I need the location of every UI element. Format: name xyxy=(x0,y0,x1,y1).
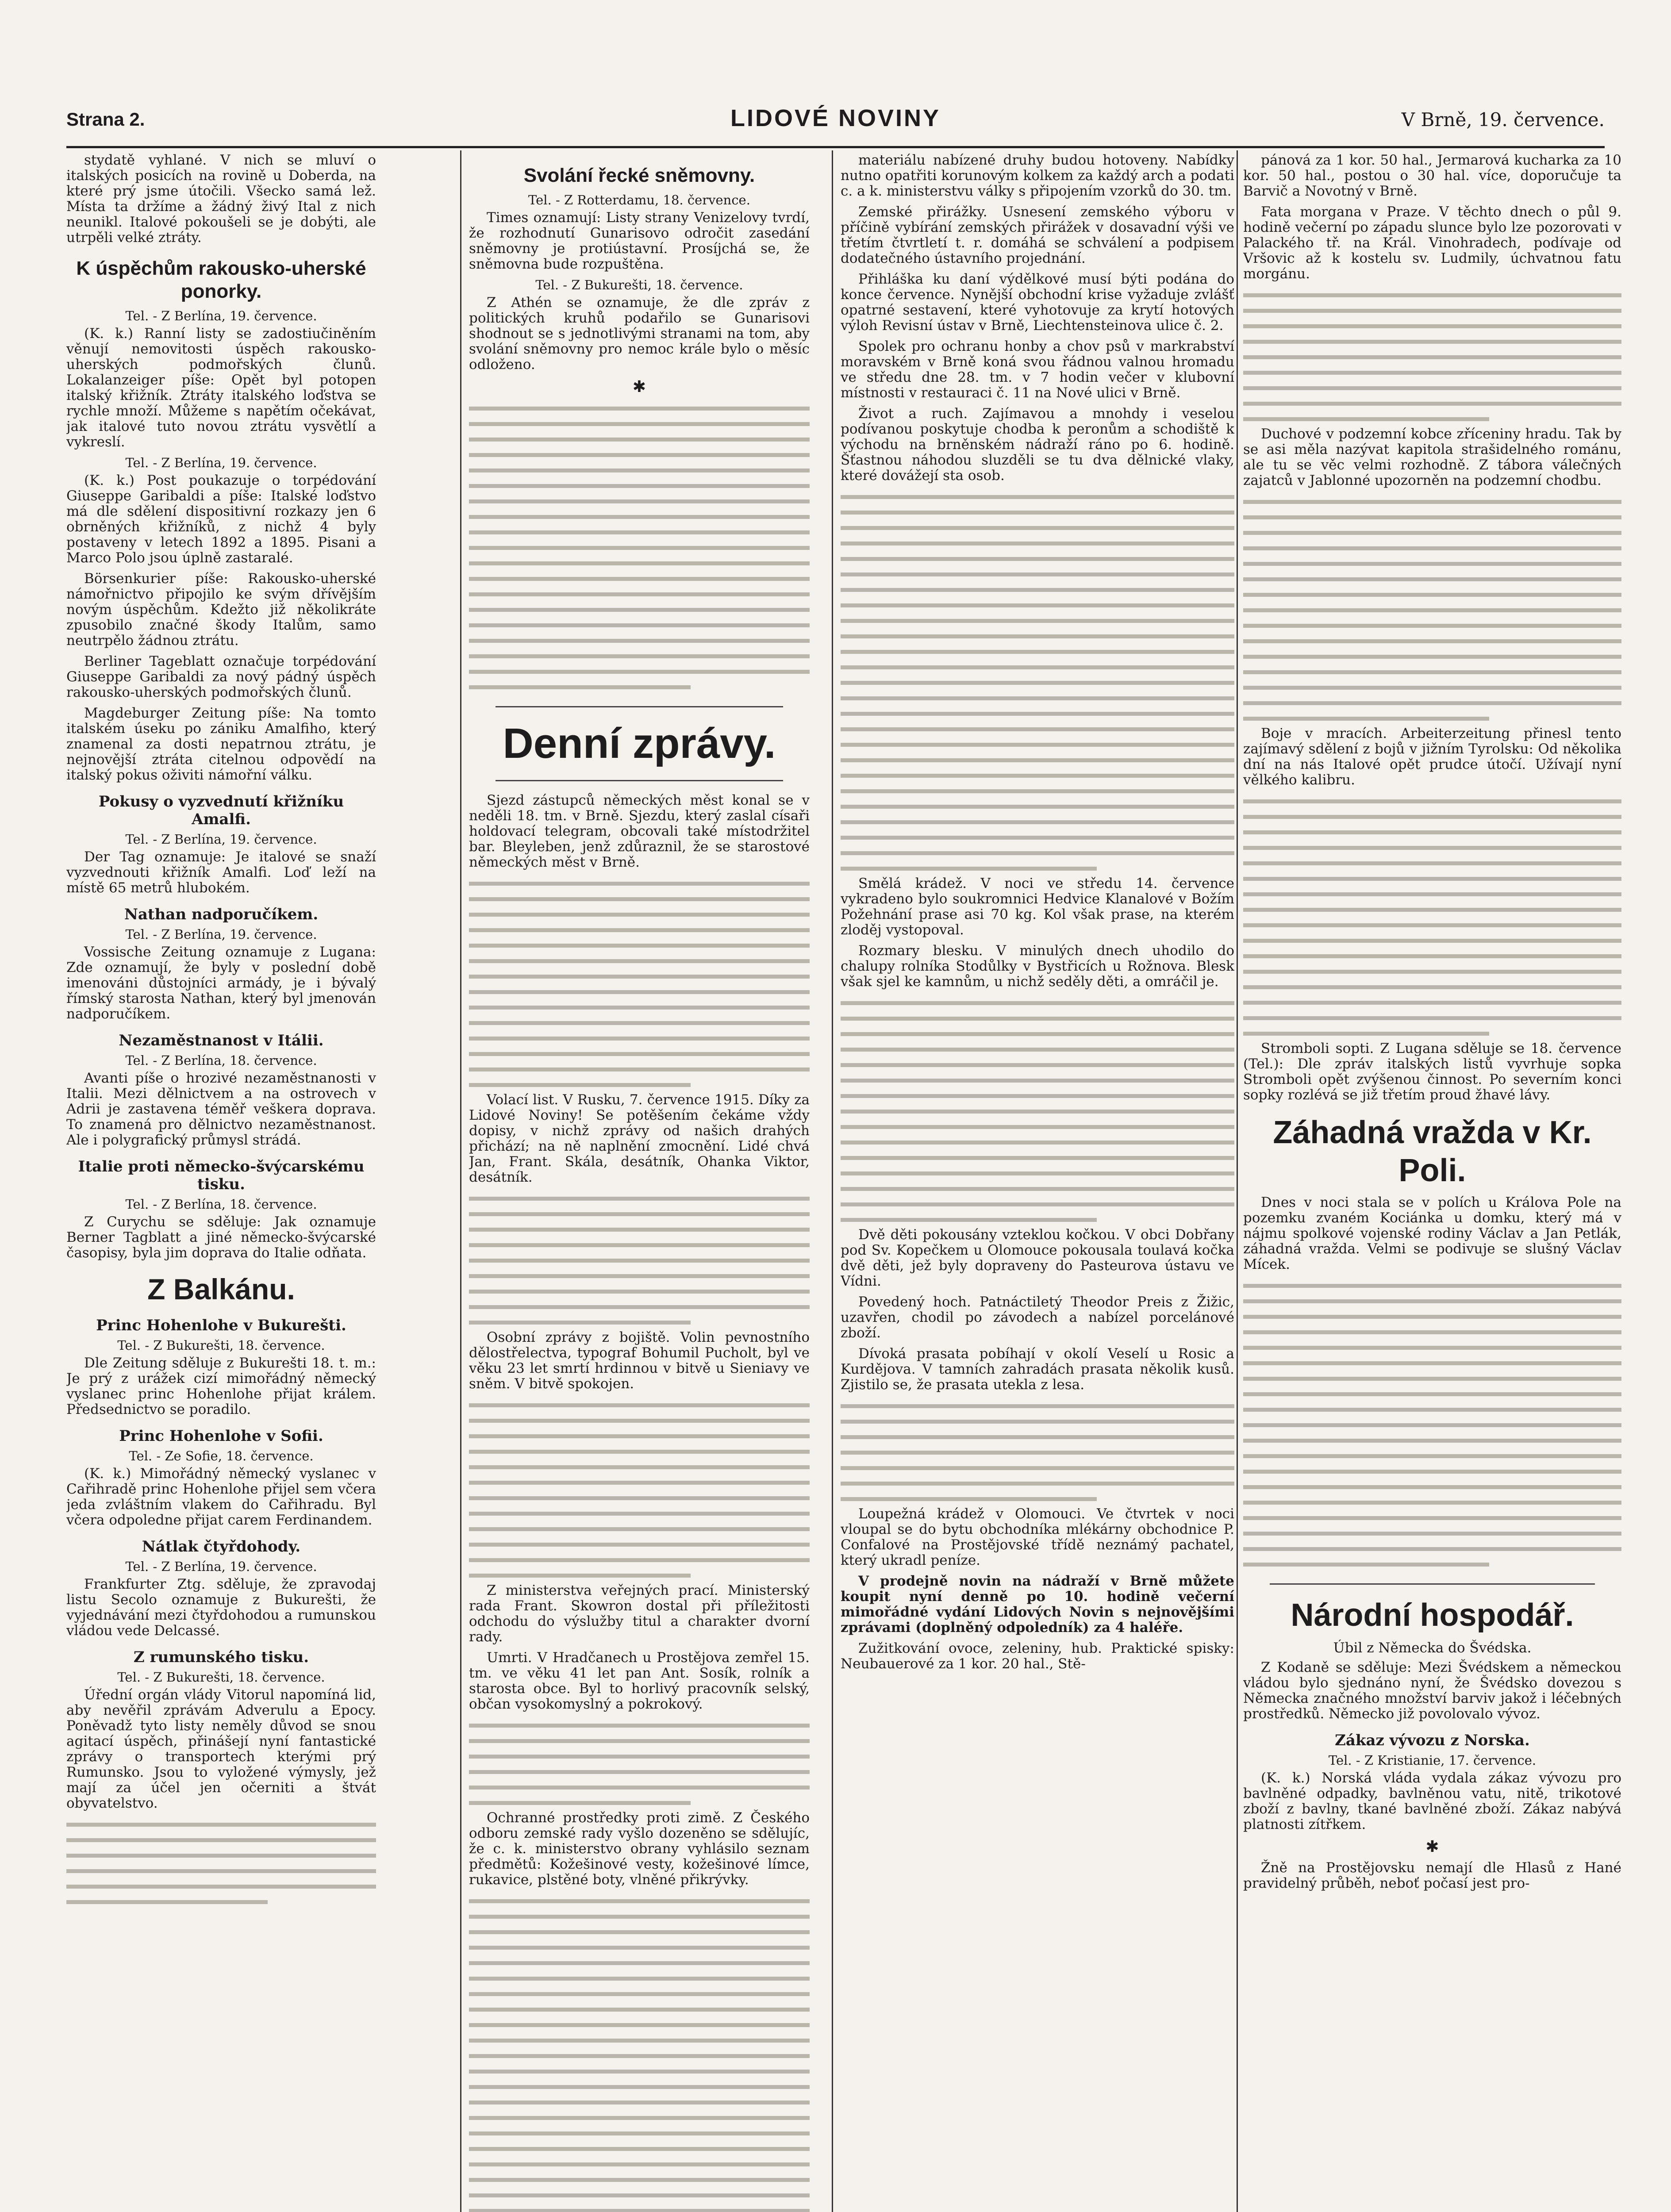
article-text: Umrti. V Hradčanech u Prostějova zemřel 15. tm. ve věku 41 let pan Ant. Sosík, rolník a starosta obce. Byl to horlivý pracovník selský, občan vysokomyslný a pokrokový. xyxy=(469,1650,810,1712)
article-heading: Princ Hohenlohe v Bukurešti. xyxy=(96,1317,346,1334)
text-filler xyxy=(1243,1278,1621,1572)
article-text: Zužitkování ovoce, zeleniny, hub. Praktické spisky: Neubauerové za 1 kor. 20 hal., Stě- xyxy=(841,1640,1234,1672)
article-text: Der Tag oznamuje: Je italové se snaží vyzvednouti křižník Amalfi. Loď leží na místě 65 metrů hlubokém. xyxy=(66,849,376,896)
article-text: Stromboli sopti. Z Lugana sděluje se 18. července (Tel.): Dle zpráv italských listů vyvrhuje sopka Stromboli opět zvýšenou činnost. Po severním konci sopky rozlévá se již třetím proud žhavé lávy. xyxy=(1243,1041,1621,1103)
column-2 xyxy=(469,153,810,2212)
article-text: Smělá krádež. V noci ve středu 14. července vykradeno bylo soukromnici Hedvice Klanalové v Božím Požehnání prase asi 70 kg. Kol však prase, na kterém zloděj vystopoval. xyxy=(841,876,1234,938)
article-text: Dvě děti pokousány vzteklou kočkou. V obci Dobřany pod Sv. Kopečkem u Olomouce pokousala toulavá kočka dvě děti, jež byly dopraveny do Pasteurova ústavu ve Vídni. xyxy=(841,1227,1234,1289)
article-text: Frankfurter Ztg. sděluje, že zpravodaj listu Secolo oznamuje z Bukurešti, že vyjednávání mezi čtyřdohodou a rumunskou vládou vede Delcassé. xyxy=(66,1576,376,1639)
column-3 xyxy=(841,153,1234,2212)
article-text: Berliner Tageblatt označuje torpédování Giuseppe Garibaldi za nový pádný úspěch rakousko-uherských podmořských člunů. xyxy=(66,653,376,700)
text-filler xyxy=(66,1816,376,1909)
dateline: Tel. - Z Kristianie, 17. července. xyxy=(1328,1753,1537,1768)
article-text: Vossische Zeitung oznamuje z Lugana: Zde oznamují, že byly v poslední době imenováni důstojníci armády, je i bývalý římský starosta Nathan, který byl jmenován nadporučíkem. xyxy=(66,944,376,1022)
dateline: Tel. - Z Bukurešti, 18. července. xyxy=(117,1338,325,1353)
article-heading: K úspěchům rakousko-uherské ponorky. xyxy=(76,257,366,302)
article-heading: Italie proti německo-švýcarskému tisku. xyxy=(78,1158,365,1193)
article-heading: Záhadná vražda v Kr. Poli. xyxy=(1273,1115,1592,1188)
dateline: Tel. - Z Bukurešti, 18. července. xyxy=(535,277,743,292)
text-filler xyxy=(469,1717,810,1810)
article-heading: Nezaměstnanost v Itálii. xyxy=(119,1032,324,1049)
article-text: Loupežná krádež v Olomouci. Ve čtvrtek v noci vloupal se do bytu obchodníka mlékárny obchodnice P. Confalové na Prostějovské třídě neznámý pachatel, který ukradl peníze. xyxy=(841,1506,1234,1568)
article-text: Volací list. V Rusku, 7. července 1915. Díky za Lidové Noviny! Se potěšením čekáme vždy dopisy, v nichž zprávy od našich drahých přichází; na ně naplnění zmocnění. Lidé chvá Jan, Frant. Skála, desátník, Ohanka Viktor, desátník. xyxy=(469,1092,810,1185)
article-heading: Princ Hohenlohe v Sofii. xyxy=(119,1427,323,1445)
article-text: Dle Zeitung sděluje z Bukurešti 18. t. m.: Je prý z urážek cizí mimořádný německý vyslanec princ Hohenlohe přijat králem. Předsednictvo se poradilo. xyxy=(66,1355,376,1417)
text-filler xyxy=(841,489,1234,876)
dateline: Tel. - Z Bukurešti, 18. července. xyxy=(117,1670,325,1685)
header-rule xyxy=(66,146,1605,148)
article-heading: Nathan nadporučíkem. xyxy=(124,906,319,923)
text-filler xyxy=(469,400,810,695)
article-heading: Úbil z Německa do Švédska. xyxy=(1333,1640,1532,1656)
article-heading: Zákaz vývozu z Norska. xyxy=(1335,1732,1530,1749)
text-filler xyxy=(841,995,1234,1227)
section-rule xyxy=(496,706,783,707)
section-heading: Z Balkánu. xyxy=(147,1273,295,1306)
article-text: Žně na Prostějovsku nemají dle Hlasů z Hané pravidelný průběh, neboť počasí jest pro- xyxy=(1243,1860,1621,1891)
dateline: Tel. - Z Berlína, 19. července. xyxy=(125,308,317,323)
dateline: Tel. - Z Rotterdamu, 18. července. xyxy=(528,192,750,207)
masthead-title: LIDOVÉ NOVINY xyxy=(730,105,941,131)
text-filler xyxy=(469,876,810,1092)
column-divider xyxy=(460,150,461,2212)
text-filler xyxy=(1243,287,1621,426)
article-heading: Svolání řecké sněmovny. xyxy=(523,165,755,186)
article-text: materiálu nabízené druhy budou hotoveny. Nabídky nutno opatřiti korunovým kolkem za každý arch a podati c. a k. ministerstvu války s připojením vzorků do 30. tm. xyxy=(841,153,1234,199)
text-filler xyxy=(1243,494,1621,726)
article-heading: Z rumunského tisku. xyxy=(133,1648,309,1666)
column-4 xyxy=(1243,153,1621,2212)
section-heading: Denní zprávy. xyxy=(503,720,776,767)
article-text: Times oznamují: Listy strany Venizelovy tvrdí, že rozhodnutí Gunarisovo odročit zasedání sněmovny je protiústavní. Prosíjchá se, že sněmovna bude rozpuštěna. xyxy=(469,210,810,272)
dateline: Tel. - Z Berlína, 19. července. xyxy=(125,832,317,847)
article-text: Börsenkurier píše: Rakousko-uherské námořnictvo připojilo ke svým dřívějším novým úspěchům. Kdežto již několikráte zpusobilo značné škody Italům, samo neutrpělo žádnou ztrátu. xyxy=(66,571,376,649)
article-heading: Pokusy o vyzvednutí křižníku Amalfi. xyxy=(98,793,344,828)
article-text: (K. k.) Mimořádný německý vyslanec v Cařihradě princ Hohenlohe přijel sem včera jeda zvláštním vlakem do Cařihradu. Byl včera odpoledne přijat carem Ferdinandem. xyxy=(66,1466,376,1528)
article-text: Dnes v noci stala se v polích u Králova Pole na pozemku zvaném Kociánka u domku, který má v nájmu spolkové vojenské rodiny Václav a Jan Petlák, záhadná vražda. Velmi se podivuje se slušný Václav Mícek. xyxy=(1243,1194,1621,1272)
issue-date: V Brně, 19. července. xyxy=(1401,109,1605,131)
column-divider xyxy=(1237,150,1238,2212)
dateline: Tel. - Z Berlína, 18. července. xyxy=(125,1053,317,1068)
article-text: Život a ruch. Zajímavou a mnohdy i veselou podívanou poskytuje chodba k peronům a schodiště k východu na brněnském nádraží ráno po 6. hodině. Šťastnou náhodou sluzděli se tu dva dělnické vlaky, které dovážejí sta osob. xyxy=(841,406,1234,484)
article-text: Z Athén se oznamuje, že dle zpráv z politických kruhů podařilo se Gunarisovi shodnout se s jednotlivými stranami na tom, aby svolání sněmovny pro nemoc krále bylo o měsíc odloženo. xyxy=(469,295,810,373)
article-text: (K. k.) Post poukazuje o torpédování Giuseppe Garibaldi a píše: Italské loďstvo má dle sdělení dispositivní rozkazy jen 6 obrněných křižníků, z nichž 4 byly postaveny v letech 1892 a 1895. Pisani a Marco Polo jsou úplně zastaralé. xyxy=(66,472,376,566)
article-text: Ochranné prostředky proti zimě. Z Českého odboru zemské rady vyšlo dozeněno se sdělujíc, že c. k. ministerstvo obrany vyhlásilo seznam předmětů: Kožešinové vesty, kožešinové límce, rukavice, plstěné boty, vlněné přikrývky. xyxy=(469,1810,810,1888)
column-1 xyxy=(66,153,376,2212)
article-text: Avanti píše o hrozivé nezaměstnanosti v Italii. Mezi dělnictvem a na ostrovech v Adrii je zastavena téměř veškera doprava. To znamená pro dělnictvo nezaměstnanost. Ale i polygrafický průmysl strádá. xyxy=(66,1070,376,1148)
section-heading: Národní hospodář. xyxy=(1291,1598,1574,1633)
article-text: Z Kodaně se sděluje: Mezi Švédskem a německou vládou bylo sjednáno nyní, že Švédsko dovezou s Německa značného množství barviv jakož i léčebných prostředků. Německo již povolovalo vývoz. xyxy=(1243,1659,1621,1722)
column-divider xyxy=(832,150,833,2212)
article-text: stydatě vyhlané. V nich se mluví o italských posicích na rovině u Doberda, na které prý jsme útočili. Všecko samá lež. Místa ta držíme a žádný živý Ital z nich neunikl. Italové pokoušeli se je dobýti, ale utrpěli velké ztráty. xyxy=(66,153,376,246)
section-rule xyxy=(496,780,783,781)
article-text: Duchové v podzemní kobce zříceniny hradu. Tak by se asi měla nazývat kapitola strašidelného románu, ale tu se věc velmi rozhodně. Z tábora válečných zajatců v Jablonné upozorněn na podzemní chodbu. xyxy=(1243,426,1621,488)
text-filler xyxy=(1243,793,1621,1041)
text-filler xyxy=(469,1190,810,1330)
dateline: Tel. - Z Berlína, 19. července. xyxy=(125,927,317,942)
page-header xyxy=(66,104,1605,145)
article-text: Osobní zprávy z bojiště. Volin pevnostního dělostřelectva, typograf Bohumil Pucholt, byl ve věku 23 let smrtí hrdinnou v bitvě u Sieniavy ve sněm. V bitvě spokojen. xyxy=(469,1329,810,1392)
section-rule xyxy=(1270,1583,1595,1585)
article-text: (K. k.) Norská vláda vydala zákaz vývozu pro bavlněné odpadky, bavlněnou vatu, nitě, trikotové zboží z bavlny, tkané bavlněné zboží. Zákaz nabývá platnosti zítřkem. xyxy=(1243,1770,1621,1832)
page-number: Strana 2. xyxy=(66,109,145,130)
article-text: Sjezd zástupců německých měst konal se v neděli 18. tm. v Brně. Sjezdu, který zaslal císaři holdovací telegram, obcovali také místodržitel bar. Bleyleben, jenž zdůraznil, že se starostové německých měst v Brně. xyxy=(469,792,810,870)
article-text: Z Curychu se sděluje: Jak oznamuje Berner Tagblatt a jiné německo-švýcarské časopisy, byla jim doprava do Italie odňata. xyxy=(66,1214,376,1261)
article-text: Rozmary blesku. V minulých dnech uhodilo do chalupy rolníka Stodůlky v Bystřicích u Rožnova. Blesk však sjel ke kamnům, u nichž seděly děti, a omráčil je. xyxy=(841,943,1234,990)
dateline: Tel. - Ze Sofie, 18. července. xyxy=(129,1448,314,1463)
text-filler xyxy=(469,1397,810,1583)
article-text: V prodejně novin na nádraží v Brně můžete koupit nyní denně po 10. hodině večerní mimořádné vydání Lidových Novin s nejnovějšími zprávami (doplněný odpoledník) za 4 haléře. xyxy=(841,1573,1234,1636)
separator-star: ✱ xyxy=(1425,1838,1439,1856)
dateline: Tel. - Z Berlína, 18. července. xyxy=(125,1197,317,1212)
article-text: Přihláška ku daní výdělkové musí býti podána do konce července. Nynější obchodní krise vyžaduje zvlášť opatrné sestavení, které vyhotovuje za krytí hotových výloh Revisní ústav v Brně, Liechtensteinova ulice č. 2. xyxy=(841,271,1234,334)
dateline: Tel. - Z Berlína, 19. července. xyxy=(125,1559,317,1574)
article-text: (K. k.) Ranní listy se zadostiučiněním věnují nemovitosti úspěch rakousko-uherských podmořských člunů. Lokalanzeiger píše: Opět byl potopen italský křižník. Ztráty italského loďstva se rychle množí. Můžeme s napětím očekávat, jak italové tuto novou ztrátu vysvětlí a vykreslí. xyxy=(66,326,376,450)
article-text: Dívoká prasata pobíhají v okolí Veselí u Rosic a Kurdějova. V tamních zahradách prasata několik kusů. Zjistilo se, že prasata utekla z lesa. xyxy=(841,1346,1234,1393)
article-text: Magdeburger Zeitung píše: Na tomto italském úseku po zániku Amalfiho, který znamenal za dosti nepatrnou ztrátu, je nejnovější ztráta citelnou odpovědí na italský pokus oživiti námořní válku. xyxy=(66,705,376,783)
text-filler xyxy=(841,1398,1234,1506)
text-filler xyxy=(469,1893,810,2212)
article-text: Spolek pro ochranu honby a chov psů v markrabství moravském v Brně koná svou řádnou valnou hromadu ve středu dne 28. tm. v 7 hodin večer v klubovní místnosti v restauraci č. 11 na Nové ulici v Brně. xyxy=(841,338,1234,401)
article-text: Zemské přirážky. Usnesení zemského výboru v příčině vybírání zemských přirážek v dosavadní výši ve třetím čtvrtletí t. r. domáhá se schválení a podpisem dodatečného ústavního projednání. xyxy=(841,204,1234,266)
article-heading: Nátlak čtyřdohody. xyxy=(142,1538,301,1555)
article-text: Povedený hoch. Patnáctiletý Theodor Preis z Žižic, uzavřen, chodil po závodech a nabízel porcelánové zboží. xyxy=(841,1294,1234,1341)
dateline: Tel. - Z Berlína, 19. července. xyxy=(125,455,317,470)
separator-star: ✱ xyxy=(632,378,646,396)
article-text: Úřední orgán vlády Vitorul napomíná lid, aby nevěřil zprávám Adverulu a Epocy. Poněvadž tyto listy neměly důvod se snou agitací úspěch, přinášejí nyní fantastické zprávy o transportech kterými prý Rumunsko. Jsou to vyložené výmysly, jež mají za účel jen očerniti a štvát obyvatelstvo. xyxy=(66,1687,376,1811)
article-text: Fata morgana v Praze. V těchto dnech o půl 9. hodině večerní po západu slunce bylo lze pozorovati v Palackého tř. na Král. Vinohradech, podívaje od Vršovic až k kostelu sv. Ludmily, úchvatnou fatu morgánu. xyxy=(1243,204,1621,282)
article-text: Z ministerstva veřejných prací. Ministerský rada Frant. Skowron dostal při příležitosti odchodu do výslužby titul a charakter dvorní rady. xyxy=(469,1582,810,1645)
article-text: pánová za 1 kor. 50 hal., Jermarová kucharka za 10 kor. 50 hal., postou o 30 hal. více, doporučuje ta Barvič a Novotný v Brně. xyxy=(1243,153,1621,199)
article-text: Boje v mracích. Arbeiterzeitung přinesl tento zajímavý sdělení z bojů v jižním Tyrolsku: Od několika dní na nás Italové opět prudce útočí. Užívají nyní vělkého kalibru. xyxy=(1243,726,1621,788)
